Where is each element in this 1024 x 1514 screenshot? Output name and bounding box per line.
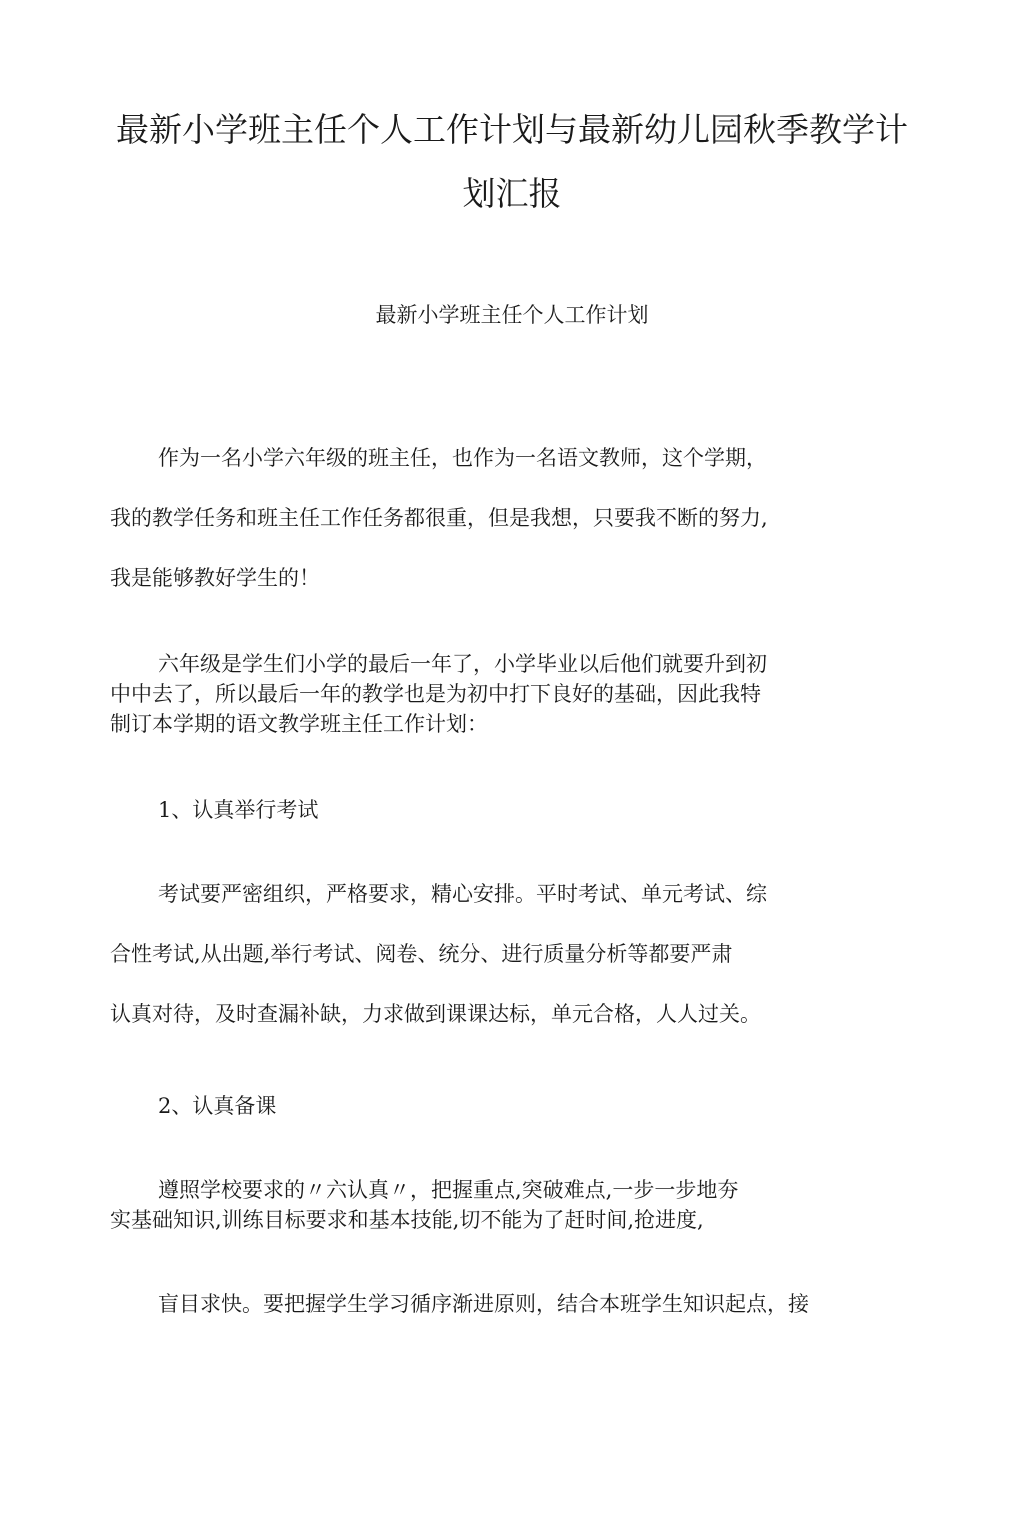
- paragraph-line: 盲目求快。要把握学生学习循序渐进原则，结合本班学生知识起点，接: [158, 1292, 809, 1316]
- section-subtitle: 最新小学班主任个人工作计划: [375, 303, 649, 327]
- document-title-line-1: 最新小学班主任个人工作计划与最新幼儿园秋季教学计: [116, 110, 908, 149]
- section-heading: 2、认真备课: [158, 1094, 277, 1118]
- paragraph-line: 合性考试,从出题,举行考试、阅卷、统分、进行质量分析等都要严肃: [110, 942, 733, 966]
- section-heading: 1、认真举行考试: [158, 798, 319, 822]
- paragraph-line: 作为一名小学六年级的班主任，也作为一名语文教师，这个学期，: [158, 446, 767, 470]
- paragraph-line: 实基础知识,训练目标要求和基本技能,切不能为了赶时间,抢进度,: [110, 1208, 704, 1232]
- paragraph-line: 认真对待，及时查漏补缺，力求做到课课达标，单元合格，人人过关。: [110, 1002, 761, 1026]
- paragraph-line: 我的教学任务和班主任工作任务都很重，但是我想，只要我不断的努力,: [110, 506, 768, 530]
- paragraph-line: 遵照学校要求的〃六认真〃，把握重点,突破难点,一步一步地夯: [158, 1178, 739, 1202]
- paragraph-line: 制订本学期的语文教学班主任工作计划：: [110, 712, 488, 736]
- paragraph-line: 中中去了，所以最后一年的教学也是为初中打下良好的基础，因此我特: [110, 682, 761, 706]
- paragraph-line: 考试要严密组织，严格要求，精心安排。平时考试、单元考试、综: [158, 882, 767, 906]
- document-title-line-2: 划汇报: [462, 174, 562, 213]
- paragraph-line: 我是能够教好学生的！: [110, 566, 320, 590]
- paragraph-line: 六年级是学生们小学的最后一年了，小学毕业以后他们就要升到初: [158, 652, 767, 676]
